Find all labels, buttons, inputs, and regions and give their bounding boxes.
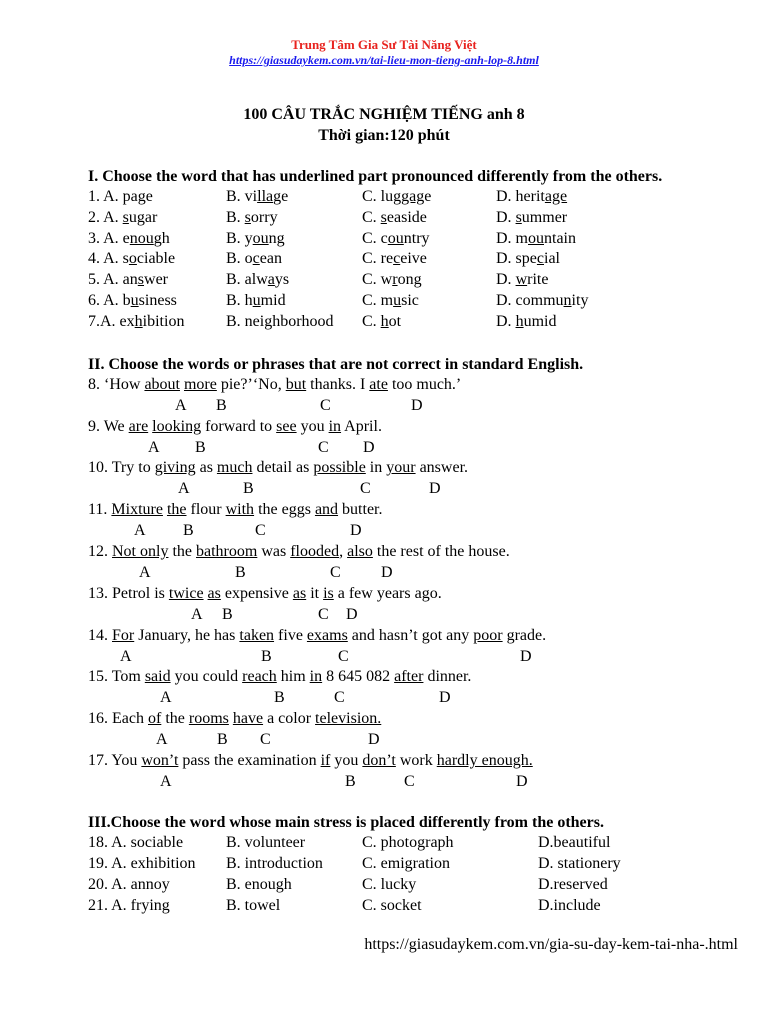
answer-option: B. introduction [226,855,323,872]
option-letter-c: C [320,397,331,414]
question-16: 16. Each of the rooms have a color television. [88,710,382,727]
answer-option: C. lucky [362,876,417,893]
option-letter-d: D [411,397,423,414]
option-letter-d: D [368,731,380,748]
question-row [88,876,748,896]
answer-option: 4. A. sociable [88,250,176,268]
answer-option: C. photograph [362,834,454,851]
answer-option: B. volunteer [226,834,306,851]
header-link[interactable]: https://giasudaykem.com.vn/tai-lieu-mon-tieng-anh-lop-8.html [229,53,539,67]
question-row [88,250,748,270]
time-limit: Thời gian:120 phút [318,127,450,144]
question-10: 10. Try to giving as much detail as possible in your answer. [88,459,469,476]
question-row [88,313,748,333]
question-15: 15. Tom said you could reach him in 8 645 082 after dinner. [88,668,472,685]
option-letter-d: D [381,564,393,581]
option-letter-d: D [429,480,441,497]
option-letter-d: D [350,522,362,539]
answer-option: B. humid [226,292,286,309]
option-letter-a: A [160,773,172,790]
answer-option: C. music [362,292,419,309]
option-letter-b: B [274,689,285,706]
answer-option: 18. A. sociable [88,834,184,851]
question-row [88,209,748,229]
question-row [88,292,748,312]
section-2-heading: II. Choose the words or phrases that are not correct in standard English. [88,356,584,373]
option-letter-c: C [334,689,345,706]
option-letter-b: B [261,648,272,665]
answer-option: D. community [496,292,589,309]
option-letter-c: C [255,522,266,539]
option-letter-b: B [222,606,233,623]
option-letter-a: A [175,397,187,414]
answer-option: 20. A. annoy [88,876,170,893]
answer-option: D. special [496,250,560,268]
document-title: 100 CÂU TRẮC NGHIỆM TIẾNG anh 8 [243,106,525,123]
question-14: 14. For January, he has taken five exams and hasn’t got any poor grade. [88,627,547,644]
answer-option: C. wrong [362,271,422,289]
option-letter-d: D [363,439,375,456]
option-letter-a: A [139,564,151,581]
answer-option: 2. A. sugar [88,208,158,226]
answer-option: D. write [496,271,549,289]
answer-option: B. ocean [226,250,282,268]
option-letter-d: D [346,606,358,623]
answer-option: B. towel [226,897,281,914]
answer-option: D. mountain [496,229,576,247]
answer-option: B. always [226,271,290,289]
option-letter-c: C [330,564,341,581]
option-letter-c: C [360,480,371,497]
option-letter-c: C [318,439,329,456]
answer-option: D. humid [496,312,557,330]
answer-option: B. neighborhood [226,312,334,330]
answer-option: B. young [226,229,285,247]
answer-option: C. emigration [362,855,450,872]
option-letter-c: C [318,606,329,623]
option-letter-d: D [439,689,451,706]
answer-option: B. enough [226,876,292,893]
option-letter-a: A [120,648,132,665]
answer-option: D. stationery [538,855,621,872]
section-1-heading: I. Choose the word that has underlined part pronounced differently from the others. [88,168,663,185]
answer-option: B. sorry [226,208,278,226]
question-row [88,897,748,917]
option-letter-b: B [345,773,356,790]
option-letter-b: B [183,522,194,539]
answer-option: D.reserved [538,876,608,893]
option-letter-a: A [134,522,146,539]
option-letter-d: D [520,648,532,665]
center-name: Trung Tâm Gia Sư Tài Năng Việt [291,37,477,52]
option-letter-b: B [235,564,246,581]
option-letter-b: B [216,397,227,414]
answer-option: D. summer [496,208,568,226]
question-17: 17. You won’t pass the examination if you don’t work hardly enough. [88,752,533,769]
answer-option: 5. A. answer [88,271,168,289]
question-row [88,188,748,208]
answer-option: 21. A. frying [88,897,170,914]
answer-option: 6. A. business [88,292,177,309]
answer-option: 1. A. page [88,188,153,205]
option-letter-c: C [338,648,349,665]
question-11: 11. Mixture the flour with the eggs and butter. [88,501,383,518]
option-letter-d: D [516,773,528,790]
answer-option: 3. A. enough [88,229,170,247]
question-8: 8. ‘How about more pie?’‘No, but thanks. I ate too much.’ [88,376,462,393]
question-row [88,230,748,250]
answer-option: C. socket [362,897,422,914]
option-letter-b: B [195,439,206,456]
option-letter-b: B [243,480,254,497]
footer-link[interactable]: https://giasudaykem.com.vn/gia-su-day-kem-tai-nha-.html [364,936,738,953]
answer-option: C. receive [362,250,427,268]
section-3-heading: III.Choose the word whose main stress is placed differently from the others. [88,814,604,831]
answer-option: C. hot [362,312,402,330]
question-13: 13. Petrol is twice as expensive as it is a few years ago. [88,585,442,602]
answer-option: D. heritage [496,188,568,205]
option-letter-c: C [260,731,271,748]
answer-option: D.include [538,897,601,914]
answer-option: 7.A. exhibition [88,312,185,330]
option-letter-b: B [217,731,228,748]
answer-option: 19. A. exhibition [88,855,196,872]
question-row [88,834,748,854]
question-row [88,855,748,875]
question-12: 12. Not only the bathroom was flooded, also the rest of the house. [88,543,510,560]
answer-option: C. country [362,229,430,247]
answer-option: B. village [226,188,289,205]
question-9: 9. We are looking forward to see you in April. [88,418,382,435]
option-letter-a: A [178,480,190,497]
option-letter-a: A [160,689,172,706]
answer-option: C. seaside [362,208,427,226]
option-letter-a: A [156,731,168,748]
question-row [88,271,748,291]
answer-option: D.beautiful [538,834,611,851]
option-letter-a: A [148,439,160,456]
answer-option: C. luggage [362,188,432,205]
option-letter-c: C [404,773,415,790]
option-letter-a: A [191,606,203,623]
